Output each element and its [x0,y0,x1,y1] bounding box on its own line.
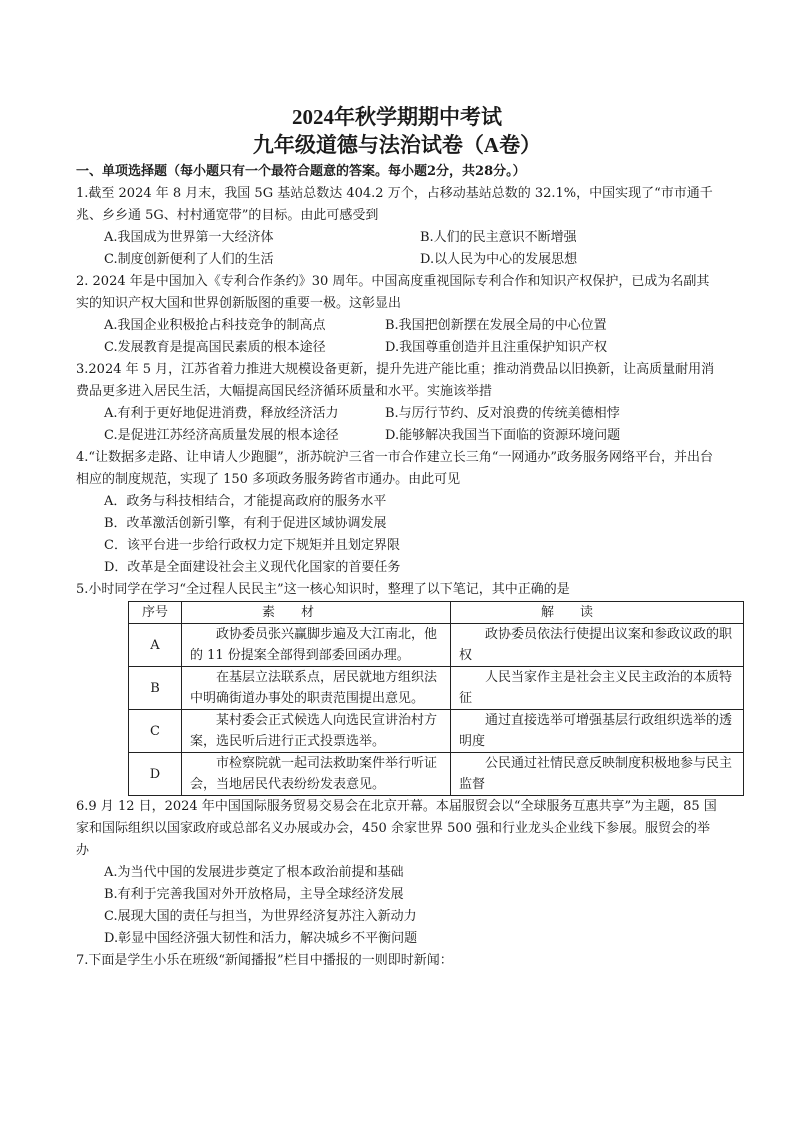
option-a: A．政务与科技相结合，才能提高政府的服务水平 [104,494,387,509]
question-2-options [76,315,718,359]
question-3-stem: 3.2024 年 5 月，江苏省着力推进大规模设备更新，提升先进产能比重；推动消费品以旧换新，让高质量耐用消费品更多进入居民生活，大幅提高国民经济循环质量和水平。实施该举措 [76,362,715,399]
table-header-row [129,602,744,624]
table-cell-interpretation: 通过直接选举可增强基层行政组织选举的透明度 [451,710,744,753]
option-c: C．该平台进一步给行政权力定下规矩并且划定界限 [104,538,400,553]
option-a: A.有利于更好地促进消费，释放经济活力 [104,406,339,421]
option-b: B.我国把创新摆在发展全局的中心位置 [385,318,607,333]
table-cell-material: 某村委会正式候选人向选民宣讲治村方案，选民听后进行正式投票选举。 [182,710,451,753]
table-cell-index: C [129,710,182,753]
option-c: C.展现大国的责任与担当，为世界经济复苏注入新动力 [104,909,417,924]
question-6-stem: 6.9 月 12 日，2024 年中国国际服务贸易交易会在北京开幕。本届服贸会以“全球服务互惠共享”为主题，85 国家和国际组织以国家政府或总部名义办展或办会，450 余家世界 500 强和行业龙头企业线下参展。服贸会的举办 [76,799,717,858]
table-cell-interpretation: 公民通过社情民意反映制度积极地参与民主监督 [451,753,744,796]
section-heading: 一、单项选择题（每小题只有一个最符合题意的答案。每小题2分，共28分。） [76,164,526,179]
option-c: C.发展教育是提高国民素质的根本途径 [104,340,326,355]
table-cell-index: D [129,753,182,796]
option-d: D.我国尊重创造并且注重保护知识产权 [385,340,608,355]
table-cell-material: 政协委员张兴赢脚步遍及大江南北，他的 11 份提案全部得到部委回函办理。 [182,624,451,667]
table-cell-material: 在基层立法联系点，居民就地方组织法中明确街道办事处的职责范围提出意见。 [182,667,451,710]
question-1-stem: 1.截至 2024 年 8 月末，我国 5G 基站总数达 404.2 万个，占移动基站总数的 32.1%，中国实现了“市市通千兆、乡乡通 5G、村村通宽带”的目标。由此可感受到 [76,186,713,223]
option-d: D．改革是全面建设社会主义现代化国家的首要任务 [104,560,401,575]
option-a: A.为当代中国的发展进步奠定了根本政治前提和基础 [104,865,404,880]
table-row [129,667,744,710]
question-5-stem: 5.小时同学在学习“全过程人民民主”这一核心知识时，整理了以下笔记，其中正确的是 [76,582,570,597]
option-a: A.我国成为世界第一大经济体 [104,230,274,245]
option-b: B．改革激活创新引擎，有利于促进区域协调发展 [104,516,387,531]
option-b: B.有利于完善我国对外开放格局，主导全球经济发展 [104,887,404,902]
exam-title: 2024年秋学期期中考试 [292,105,502,129]
table-cell-index: A [129,624,182,667]
option-d: D.以人民为中心的发展思想 [420,252,578,267]
table-row [129,753,744,796]
question-4-stem: 4.“让数据多走路、让申请人少跑腿”，浙苏皖沪三省一市合作建立长三角“一网通办”政务服务网络平台，并出台相应的制度规范，实现了 150 多项政务服务跨省市通办。由此可见 [76,450,713,487]
option-b: B.与厉行节约、反对浪费的传统美德相悖 [385,406,620,421]
table-header-material: 素 材 [182,602,451,624]
option-b: B.人们的民主意识不断增强 [420,230,577,245]
table-cell-material: 市检察院就一起司法救助案件举行听证会，当地居民代表纷纷发表意见。 [182,753,451,796]
notes-table [128,601,744,796]
option-d: D.彰显中国经济强大韧性和活力，解决城乡不平衡问题 [104,931,418,946]
table-header-index: 序号 [129,602,182,624]
question-7-stem: 7.下面是学生小乐在班级“新闻播报”栏目中播报的一则即时新闻： [76,953,453,968]
exam-content [0,161,794,972]
table-row [129,624,744,667]
exam-subtitle: 九年级道德与法治试卷（A卷） [252,133,542,157]
table-cell-interpretation: 政协委员依法行使提出议案和参政议政的职权 [451,624,744,667]
question-2-stem: 2. 2024 年是中国加入《专利合作条约》30 周年。中国高度重视国际专利合作和知识产权保护，已成为名副其实的知识产权大国和世界创新版图的重要一极。这彰显出 [76,274,710,311]
table-header-interpretation: 解 读 [451,602,744,624]
question-3-options [76,403,718,447]
table-cell-interpretation: 人民当家作主是社会主义民主政治的本质特征 [451,667,744,710]
table-cell-index: B [129,667,182,710]
option-d: D.能够解决我国当下面临的资源环境问题 [385,428,621,443]
option-a: A.我国企业积极抢占科技竞争的制高点 [104,318,326,333]
question-1-options [76,227,718,271]
option-c: C.是促进江苏经济高质量发展的根本途径 [104,428,339,443]
table-row [129,710,744,753]
option-c: C.制度创新便利了人们的生活 [104,252,274,267]
